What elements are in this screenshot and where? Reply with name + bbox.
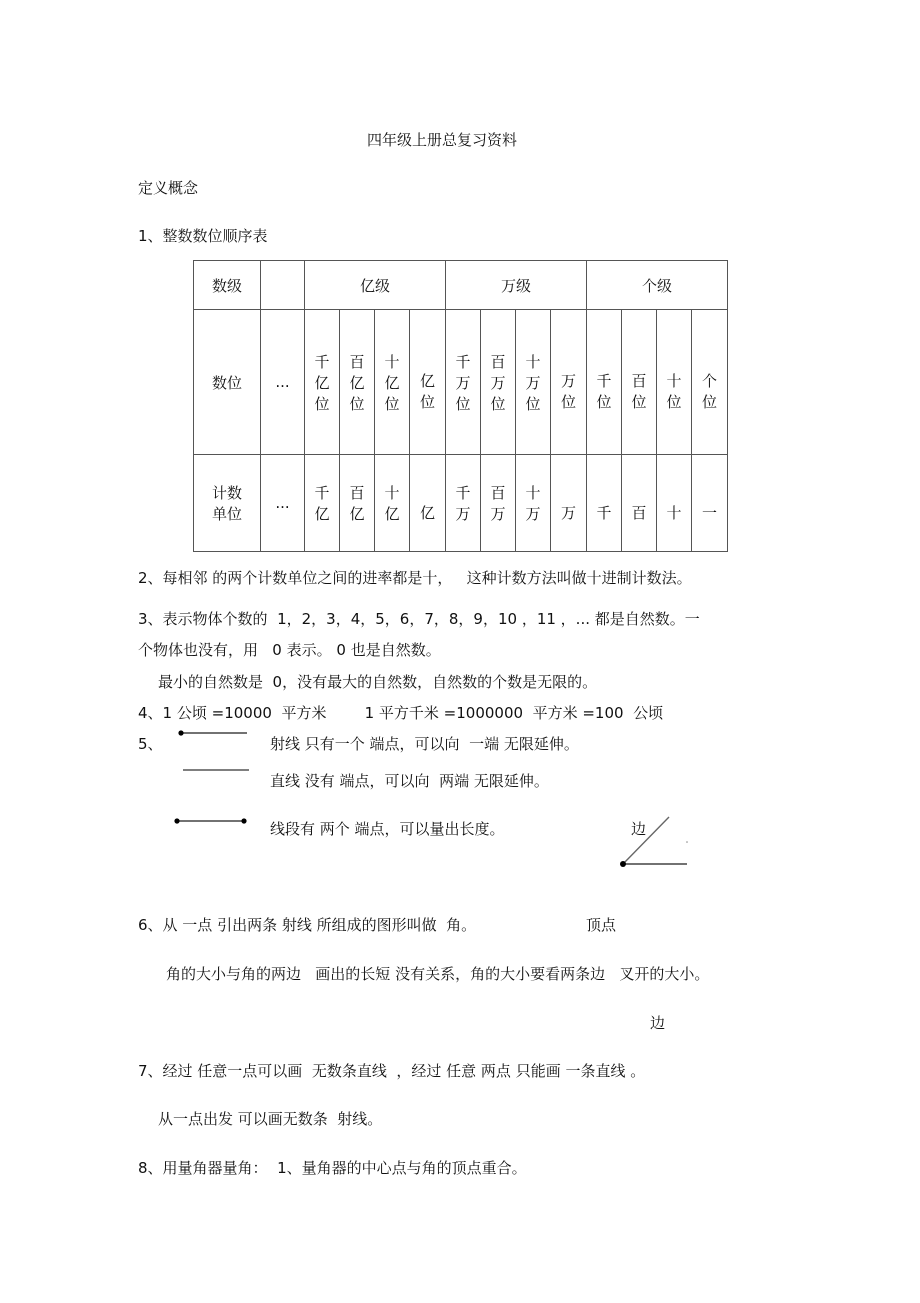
place-char: 万 — [490, 373, 506, 392]
unit-char: 十 — [384, 484, 400, 502]
unit-char: 百 — [631, 503, 647, 522]
table-cell-header: 数级 — [194, 261, 261, 310]
unit-char: 十 — [666, 503, 682, 522]
table-cell-ellipsis: ... — [261, 455, 305, 552]
line-text: 直线 没有 端点，可以向 两端 无限延伸。 — [270, 772, 549, 790]
unit-char: 万 — [525, 505, 541, 523]
place-char: 百 — [631, 372, 647, 390]
place-char: 亿 — [419, 372, 435, 390]
unit-char: 百 — [490, 484, 506, 502]
unit-char: 亿 — [384, 505, 400, 523]
place-char: 亿 — [349, 373, 365, 392]
item5-label: 5、 — [138, 735, 163, 753]
place-char: 万 — [525, 373, 541, 392]
item4-text: 4、1 公顷 =10000 平方米 1 平方千米 =1000000 平方米 =100 公顷 — [138, 704, 664, 722]
item8-text: 8、用量角器量角： 1、量角器的中心点与角的顶点重合。 — [138, 1159, 527, 1177]
item3-line3: 最小的自然数是 0，没有最大的自然数，自然数的个数是无限的。 — [158, 673, 598, 691]
place-char: 亿 — [314, 373, 330, 392]
unit-char: 万 — [490, 505, 506, 523]
document-title: 四年级上册总复习资料 — [367, 131, 518, 149]
ray-text: 射线 只有一个 端点，可以向 一端 无限延伸。 — [270, 735, 579, 753]
item3-line1: 3、表示物体个数的 1，2，3，4，5，6，7，8，9，10 ，11 ，... 都是自然数。一 — [138, 610, 700, 628]
place-char: 位 — [384, 394, 400, 413]
ray-icon — [178, 730, 247, 735]
item6-note: 角的大小与角的两边 画出的长短 没有关系，角的大小要看两条边 叉开的大小。 — [166, 965, 710, 983]
segment-text: 线段有 两个 端点，可以量出长度。 — [270, 820, 505, 838]
unit-char: 万 — [560, 503, 576, 522]
place-char: 位 — [419, 393, 435, 411]
segment-icon — [174, 818, 246, 823]
item6-text: 6、从 一点 引出两条 射线 所组成的图形叫做 角。 — [138, 916, 477, 934]
angle-side-label-bottom: 边 — [650, 1014, 666, 1032]
place-char: 个 — [701, 372, 717, 390]
place-char: 位 — [525, 394, 541, 413]
table-cell-level: 个级 — [587, 261, 728, 310]
place-char: 千 — [314, 352, 330, 371]
unit-char: 一 — [701, 503, 717, 522]
place-char: 十 — [525, 352, 541, 371]
table-cell-level: 亿级 — [305, 261, 446, 310]
place-char: 位 — [314, 394, 330, 413]
angle-vertex-label: 顶点 — [586, 916, 617, 934]
angle-side-label-top: 边 — [631, 820, 647, 838]
section-heading: 定义概念 — [138, 179, 199, 197]
place-char: 十 — [666, 372, 682, 390]
header-line: 计数 — [211, 484, 242, 502]
table-cell-level: 万级 — [446, 261, 587, 310]
place-char: 位 — [666, 393, 682, 411]
table-cell-header: 数位 — [194, 310, 261, 455]
place-char: 位 — [349, 394, 365, 413]
unit-char: 万 — [455, 505, 471, 523]
place-char: 位 — [596, 393, 612, 411]
place-char: 位 — [490, 394, 506, 413]
table-cell-ellipsis: ... — [261, 310, 305, 455]
place-char: 万 — [455, 373, 471, 392]
item7-line2: 从一点出发 可以画无数条 射线。 — [158, 1110, 383, 1128]
unit-char: 百 — [349, 484, 365, 502]
place-char: 千 — [455, 352, 471, 371]
item2-text: 2、每相邻 的两个计数单位之间的进率都是十， 这种计数方法叫做十进制计数法。 — [138, 569, 692, 587]
unit-char: 亿 — [349, 505, 365, 523]
place-char: 位 — [701, 393, 717, 411]
unit-char: 千 — [314, 484, 330, 502]
item7-line1: 7、经过 任意一点可以画 无数条直线 ，经过 任意 两点 只能画 一条直线 。 — [138, 1062, 646, 1080]
place-char: 位 — [560, 393, 576, 411]
item3-line2: 个物体也没有，用 0 表示。 0 也是自然数。 — [138, 641, 441, 659]
place-char: 百 — [490, 352, 506, 371]
unit-char: 亿 — [419, 503, 435, 522]
place-char: 亿 — [384, 373, 400, 392]
item1-heading: 1、整数数位顺序表 — [138, 227, 268, 245]
unit-char: 千 — [596, 503, 612, 522]
unit-char: 千 — [455, 484, 471, 502]
place-char: 位 — [455, 394, 471, 413]
place-char: 万 — [560, 372, 576, 390]
header-line: 单位 — [211, 505, 242, 523]
place-char: 十 — [384, 352, 400, 371]
unit-char: 亿 — [314, 505, 330, 523]
place-char: 百 — [349, 352, 365, 371]
place-char: 千 — [596, 372, 612, 390]
place-char: 位 — [631, 393, 647, 411]
unit-char: 十 — [525, 484, 541, 502]
